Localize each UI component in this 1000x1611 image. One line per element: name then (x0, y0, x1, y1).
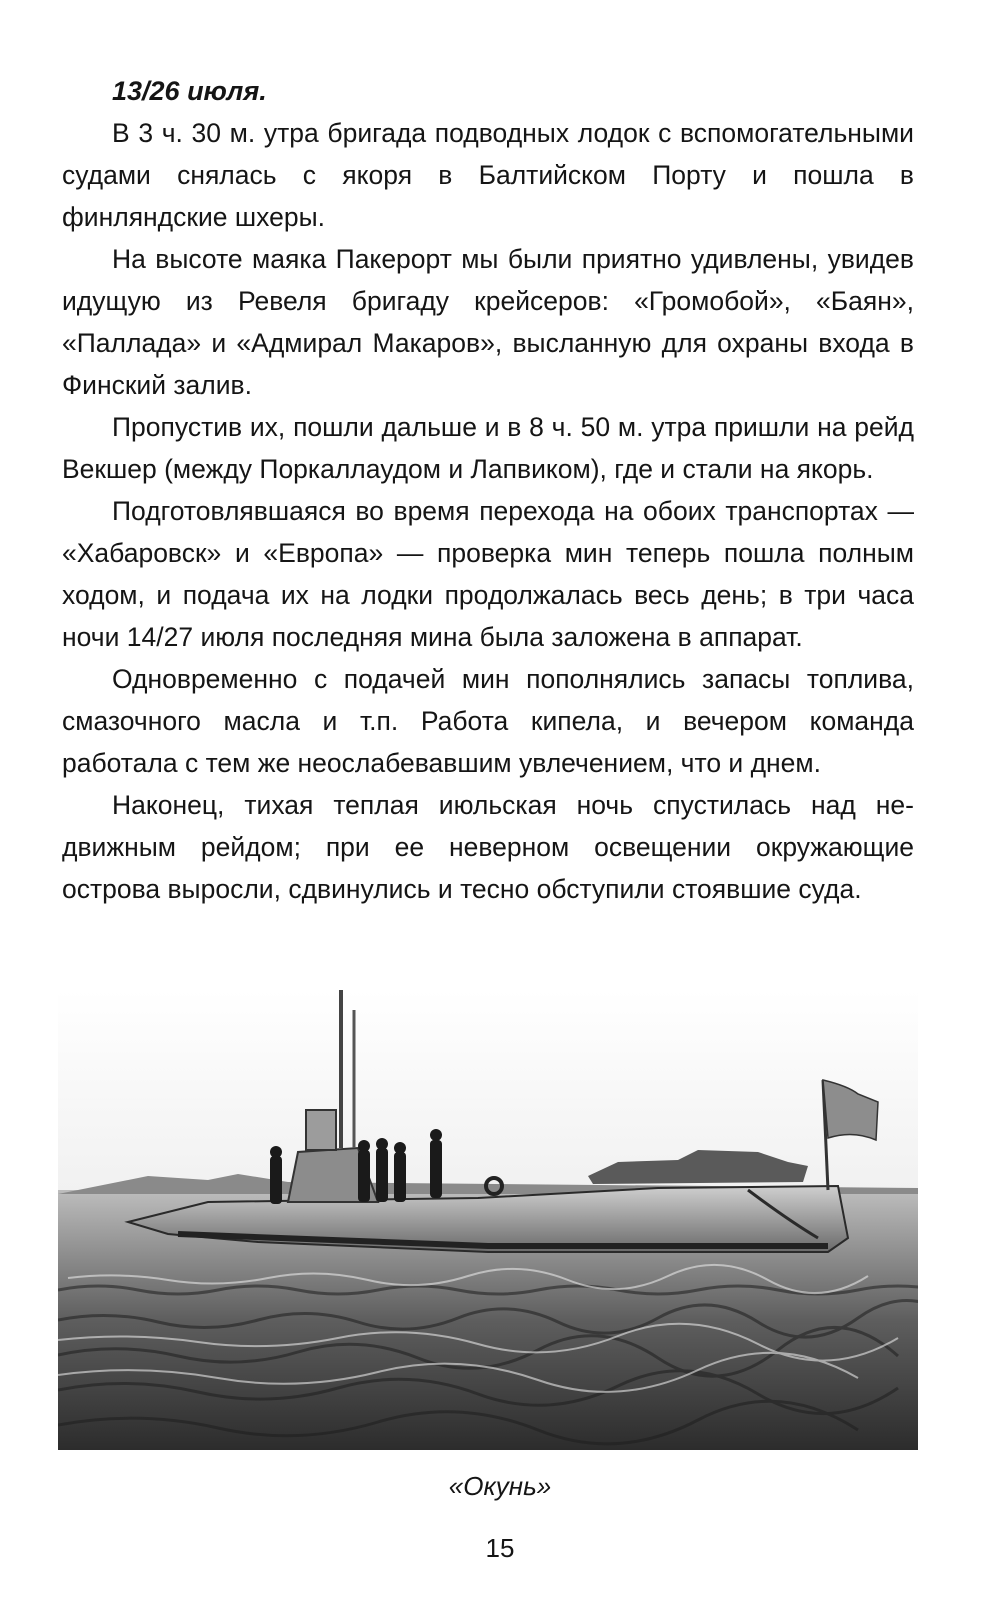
paragraph: В 3 ч. 30 м. утра бригада подводных лодок с вспомогательными судами снялась с якоря в Балтийском Порту и пошла в финляндские шхеры. (62, 118, 914, 232)
submarine-photo-illustration (58, 990, 918, 1450)
date-heading: 13/26 июля. (112, 76, 267, 106)
periscope-housing (306, 1110, 336, 1150)
text-block (62, 70, 914, 910)
paragraph: Пропустив их, пошли дальше и в 8 ч. 50 м. утра пришли на рейд Векшер (между Поркаллаудом и Лапвиком), где и стали на якорь. (62, 412, 914, 484)
paragraph: На высоте маяка Пакерорт мы были приятно удивлены, увидев идущую из Ревеля бригаду крейсеров: «Громобой», «Баян», «Паллада» и «Адмирал Макаров», высланную для охраны входа в Финский залив. (62, 244, 914, 400)
sky (58, 990, 918, 1190)
paragraph: Наконец, тихая теплая июльская ночь спустилась над недвижным рейдом; при ее неверном освещении окружающие острова выросли, сдвинулись и тесно обступили стоявшие суда. (62, 790, 914, 904)
submarine-photo (58, 990, 918, 1450)
page-number: 15 (485, 1533, 515, 1563)
paragraph: Подготовлявшаяся во время перехода на обоих транспортах — «Хабаровск» и «Европа» — проверка мин теперь пошла полным ходом, и подача их на лодки продолжалась весь день; в три часа ночи 14/27 июля последняя мина была заложена в аппарат. (62, 496, 914, 652)
paragraph: Одновременно с подачей мин пополнялись запасы топлива, смазочного масла и т.п. Работа кипела, и вечером команда работала с тем же неослабевавшим увлечением, что и днем. (62, 664, 914, 778)
photo-caption: «Окунь» (448, 1471, 552, 1501)
